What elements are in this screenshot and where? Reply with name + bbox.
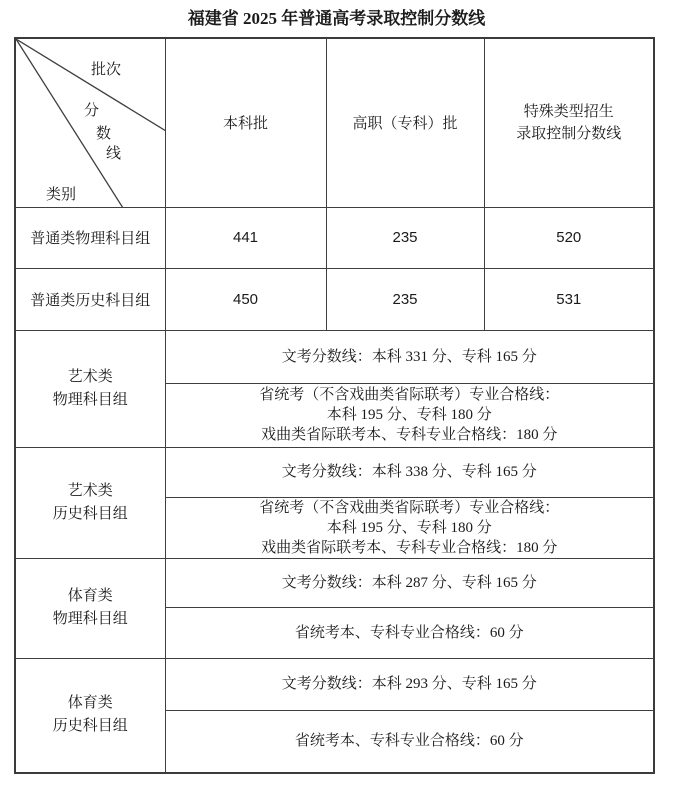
category-sports-physics-line2: 物理科目组 — [52, 611, 128, 627]
score-general-history-undergraduate: 450 — [165, 268, 326, 330]
tongkao-sports-physics: 省统考本、专科专业合格线：60 分 — [165, 607, 654, 658]
category-general-physics: 普通类物理科目组 — [15, 207, 165, 268]
col-header-special-line2: 录取控制分数线 — [516, 125, 622, 142]
tongkao-art-physics-line3: 戏曲类省际联考本、专科专业合格线：180 分 — [261, 427, 558, 443]
category-sports-history — [15, 658, 165, 773]
col-header-vocational: 高职（专科）批 — [326, 38, 484, 207]
category-sports-physics-line1: 体育类 — [67, 588, 113, 604]
tongkao-art-physics-line2: 本科 195 分、专科 180 分 — [326, 407, 492, 423]
score-general-history-vocational: 235 — [326, 268, 484, 330]
score-general-physics-special: 520 — [484, 207, 654, 268]
row-sports-physics-wenkao — [15, 558, 654, 607]
wenkao-art-history: 文考分数线：本科 338 分、专科 165 分 — [165, 447, 654, 497]
diagonal-label-score-char-1: 分 — [84, 103, 100, 119]
score-table — [14, 37, 655, 774]
wenkao-sports-history: 文考分数线：本科 293 分、专科 165 分 — [165, 658, 654, 710]
score-general-physics-vocational: 235 — [326, 207, 484, 268]
category-sports-history-line2: 历史科目组 — [52, 718, 128, 735]
category-art-history — [15, 447, 165, 558]
tongkao-art-history-line3: 戏曲类省际联考本、专科专业合格线：180 分 — [261, 539, 558, 556]
tongkao-art-history-line1: 省统考（不含戏曲类省际联考）专业合格线： — [259, 499, 560, 516]
tongkao-art-physics — [165, 383, 654, 447]
col-header-undergraduate: 本科批 — [165, 38, 326, 207]
wenkao-sports-physics: 文考分数线：本科 287 分、专科 165 分 — [165, 558, 654, 607]
row-general-history — [15, 268, 654, 330]
category-art-physics — [15, 330, 165, 447]
category-art-physics-line1: 艺术类 — [67, 368, 113, 385]
page-title: 福建省 2025 年普通高考录取控制分数线 — [187, 9, 486, 28]
tongkao-art-history — [165, 497, 654, 558]
row-art-physics-wenkao — [15, 330, 654, 383]
tongkao-art-history-line2: 本科 195 分、专科 180 分 — [326, 519, 492, 536]
row-general-physics — [15, 207, 654, 268]
tongkao-sports-history: 省统考本、专科专业合格线：60 分 — [165, 710, 654, 773]
score-general-history-special: 531 — [484, 268, 654, 330]
score-general-physics-undergraduate: 441 — [165, 207, 326, 268]
category-art-physics-line2: 物理科目组 — [52, 391, 128, 408]
category-sports-history-line1: 体育类 — [67, 695, 113, 712]
col-header-special — [484, 38, 654, 207]
row-sports-history-wenkao — [15, 658, 654, 710]
col-header-special-line1: 特殊类型招生 — [523, 103, 614, 120]
row-art-history-wenkao — [15, 447, 654, 497]
diagonal-label-score-char-3: 线 — [106, 146, 122, 162]
diagonal-label-score-char-2: 数 — [96, 126, 112, 142]
category-art-history-line1: 艺术类 — [67, 482, 113, 499]
diagonal-label-batch: 批次 — [91, 62, 122, 78]
category-sports-physics — [15, 558, 165, 658]
diagonal-header-cell — [15, 38, 165, 207]
category-general-history: 普通类历史科目组 — [15, 268, 165, 330]
category-art-history-line2: 历史科目组 — [52, 505, 128, 522]
diagonal-label-category: 类别 — [46, 187, 77, 203]
tongkao-art-physics-line1: 省统考（不含戏曲类省际联考）专业合格线： — [259, 387, 560, 403]
wenkao-art-physics: 文考分数线：本科 331 分、专科 165 分 — [165, 330, 654, 383]
